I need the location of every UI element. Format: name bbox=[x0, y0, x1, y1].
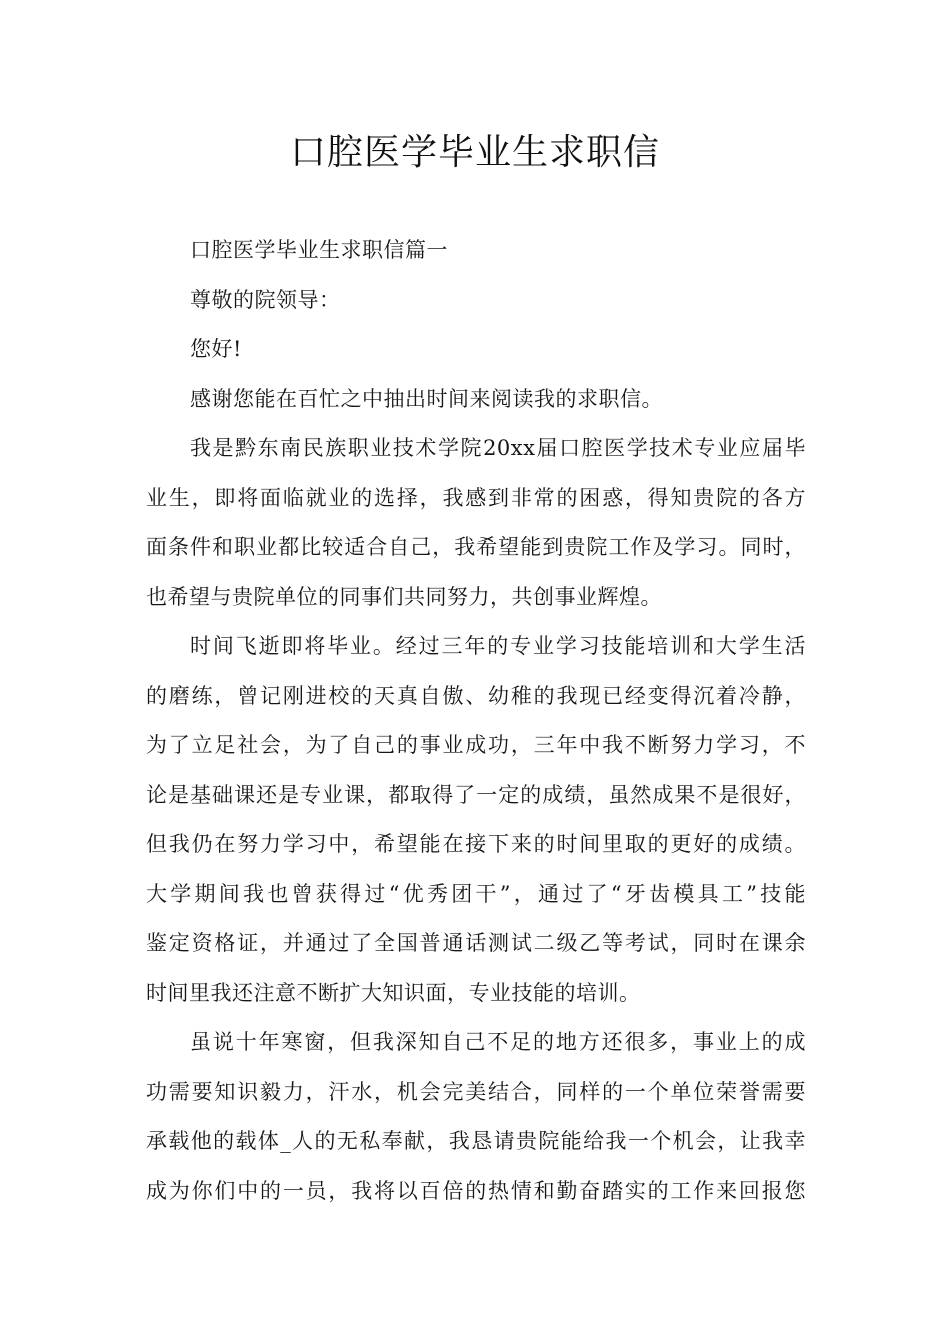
paragraph-line: 但我仍在努力学习中，希望能在接下来的时间里取的更好的成绩。 bbox=[146, 832, 806, 856]
paragraph-line: 业生，即将面临就业的选择，我感到非常的困惑，得知贵院的各方 bbox=[146, 485, 806, 510]
paragraph-line: 面条件和职业都比较适合自己，我希望能到贵院工作及学习。同时， bbox=[146, 535, 806, 559]
paragraph-line: 感谢您能在百忙之中抽出时间来阅读我的求职信。 bbox=[190, 386, 663, 411]
paragraph-line: 的磨练，曾记刚进校的天真自傲、幼稚的我现已经变得沉着冷静， bbox=[146, 683, 806, 708]
paragraph-line: 功需要知识毅力，汗水，机会完美结合，同样的一个单位荣誉需要 bbox=[146, 1079, 806, 1104]
paragraph-line: 成为你们中的一员，我将以百倍的热情和勤奋踏实的工作来回报您 bbox=[146, 1178, 806, 1203]
section-heading: 口腔医学毕业生求职信篇一 bbox=[190, 238, 448, 262]
paragraph-line: 虽说十年寒窗，但我深知自己不足的地方还很多，事业上的成 bbox=[190, 1030, 806, 1054]
paragraph-request bbox=[146, 1018, 806, 1216]
paragraph-line: 我是黔东南民族职业技术学院20xx届口腔医学技术专业应届毕 bbox=[190, 436, 806, 460]
paragraph-line: 论是基础课还是专业课，都取得了一定的成绩，虽然成果不是很好， bbox=[146, 782, 806, 807]
paragraph-line: 时间飞逝即将毕业。经过三年的专业学习技能培训和大学生活 bbox=[190, 634, 806, 658]
paragraph-line: 大学期间我也曾获得过“优秀团干”，通过了“牙齿模具工”技能 bbox=[146, 881, 806, 906]
paragraph-line: 鉴定资格证，并通过了全国普通话测试二级乙等考试，同时在课余 bbox=[146, 931, 806, 955]
document-body bbox=[146, 226, 806, 1216]
paragraph-introduction bbox=[146, 424, 806, 622]
greeting: 您好! bbox=[190, 337, 242, 361]
paragraph-line: 时间里我还注意不断扩大知识面，专业技能的培训。 bbox=[146, 980, 641, 1005]
document-title: 口腔医学毕业生求职信 bbox=[289, 132, 660, 173]
paragraph-experience bbox=[146, 622, 806, 1018]
paragraph-line: 也希望与贵院单位的同事们共同努力，共创事业辉煌。 bbox=[146, 584, 662, 609]
salutation: 尊敬的院领导： bbox=[190, 287, 341, 312]
paragraph-line: 承载他的载体_人的无私奉献，我恳请贵院能给我一个机会，让我幸 bbox=[146, 1129, 806, 1153]
paragraph-line: 为了立足社会，为了自己的事业成功，三年中我不断努力学习，不 bbox=[146, 733, 806, 757]
paragraph-thanks bbox=[146, 375, 806, 425]
